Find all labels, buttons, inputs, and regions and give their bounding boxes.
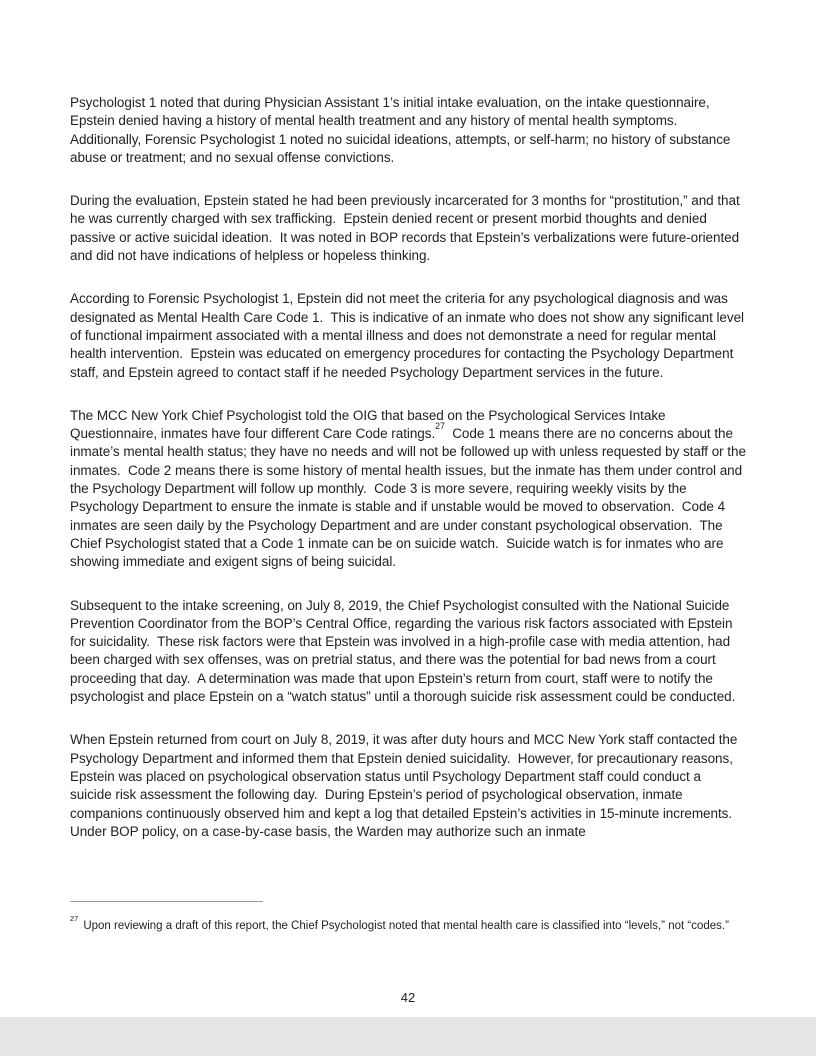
footer-band xyxy=(0,1017,816,1056)
paragraph-text: During the evaluation, Epstein stated he had been previously incarcerated for 3 months for “prostitution,” and that he was currently charged with sex trafficking. Epstein denied recent or present morbid thoughts and denied passive or active suicidal ideation. It was noted in BOP records that Epstein’s verbalizations were future-oriented and did not have indications of helpless or hopeless thinking. xyxy=(70,193,744,264)
paragraph-text: According to Forensic Psychologist 1, Epstein did not meet the criteria for any psychological diagnosis and was designated as Mental Health Care Code 1. This is indicative of an inmate who does not show any significant level of functional impairment associated with a mental illness and does not demonstrate a need for regular mental health intervention. Epstein was educated on emergency procedures for contacting the Psychology Department staff, and Epstein agreed to contact staff if he needed Psychology Department services in the future. xyxy=(70,291,748,380)
footnote-text: Upon reviewing a draft of this report, the Chief Psychologist noted that mental health care is classified into “levels,” not “codes.” xyxy=(83,920,729,932)
footnote-separator xyxy=(70,901,263,902)
footnote-reference: 27 xyxy=(435,420,445,431)
paragraph xyxy=(70,192,746,265)
paragraph xyxy=(70,407,750,572)
paragraph-text: Code 1 means there are no concerns about the inmate’s mental health status; they have no needs and will not be followed up with unless requested by staff or the inmates. Code 2 means there is some history of mental health issues, but the inmate has them under control and the Psychology Department will follow up monthly. Code 3 is more severe, requiring weekly visits by the Psychology Department to ensure the inmate is stable and if unstable would be moved to observation. Code 4 inmates are seen daily by the Psychology Department and are under constant psychological observation. The Chief Psychologist stated that a Code 1 inmate can be on suicide watch. Suicide watch is for inmates who are showing immediate and exigent signs of being suicidal. xyxy=(70,426,750,570)
footnote xyxy=(70,913,746,935)
footnote-area xyxy=(70,901,746,935)
paragraph-text: The MCC New York Chief Psychologist told the OIG that based on the Psychological Services Intake Questionnaire, inmates have four different Care Code ratings. xyxy=(70,407,670,442)
paragraph xyxy=(70,597,746,707)
paragraph-text: Psychologist 1 noted that during Physician Assistant 1’s initial intake evaluation, on the intake questionnaire, Epstein denied having a history of mental health treatment and any history of mental health symptoms. Additionally, Forensic Psychologist 1 noted no suicidal ideations, attempts, or self-harm; no history of substance abuse or treatment; and no sexual offense convictions. xyxy=(70,95,735,165)
paragraph xyxy=(70,290,746,381)
footnote-marker: 27 xyxy=(70,913,79,923)
paragraph-text: When Epstein returned from court on July 8, 2019, it was after duty hours and MCC New York staff contacted the Psychology Department and informed them that Epstein denied suicidality. However, for precautionary reasons, Epstein was placed on psychological observation status until Psychology Department staff could conduct a suicide risk assessment the following day. During Epstein’s period of psychological observation, inmate companions continuously observed him and kept a log that detailed Epstein’s activities in 15-minute increments. Under BOP policy, on a case-by-case basis, the Warden may authorize such an inmate xyxy=(70,732,742,839)
paragraph-text: Subsequent to the intake screening, on July 8, 2019, the Chief Psychologist consulted with the National Suicide Prevention Coordinator from the BOP’s Central Office, regarding the various risk factors associated with Epstein for suicidality. These risk factors were that Epstein was involved in a high-profile case with media attention, had been charged with sex offenses, was on pretrial status, and there was the potential for bad news from a court proceeding that day. A determination was made that upon Epstein’s return from court, staff were to notify the psychologist and place Epstein on a “watch status” until a thorough suicide risk assessment could be conducted. xyxy=(70,597,737,705)
page-number: 42 xyxy=(400,990,416,1005)
document-body xyxy=(70,94,750,866)
paragraph xyxy=(70,94,746,167)
paragraph xyxy=(70,731,746,841)
